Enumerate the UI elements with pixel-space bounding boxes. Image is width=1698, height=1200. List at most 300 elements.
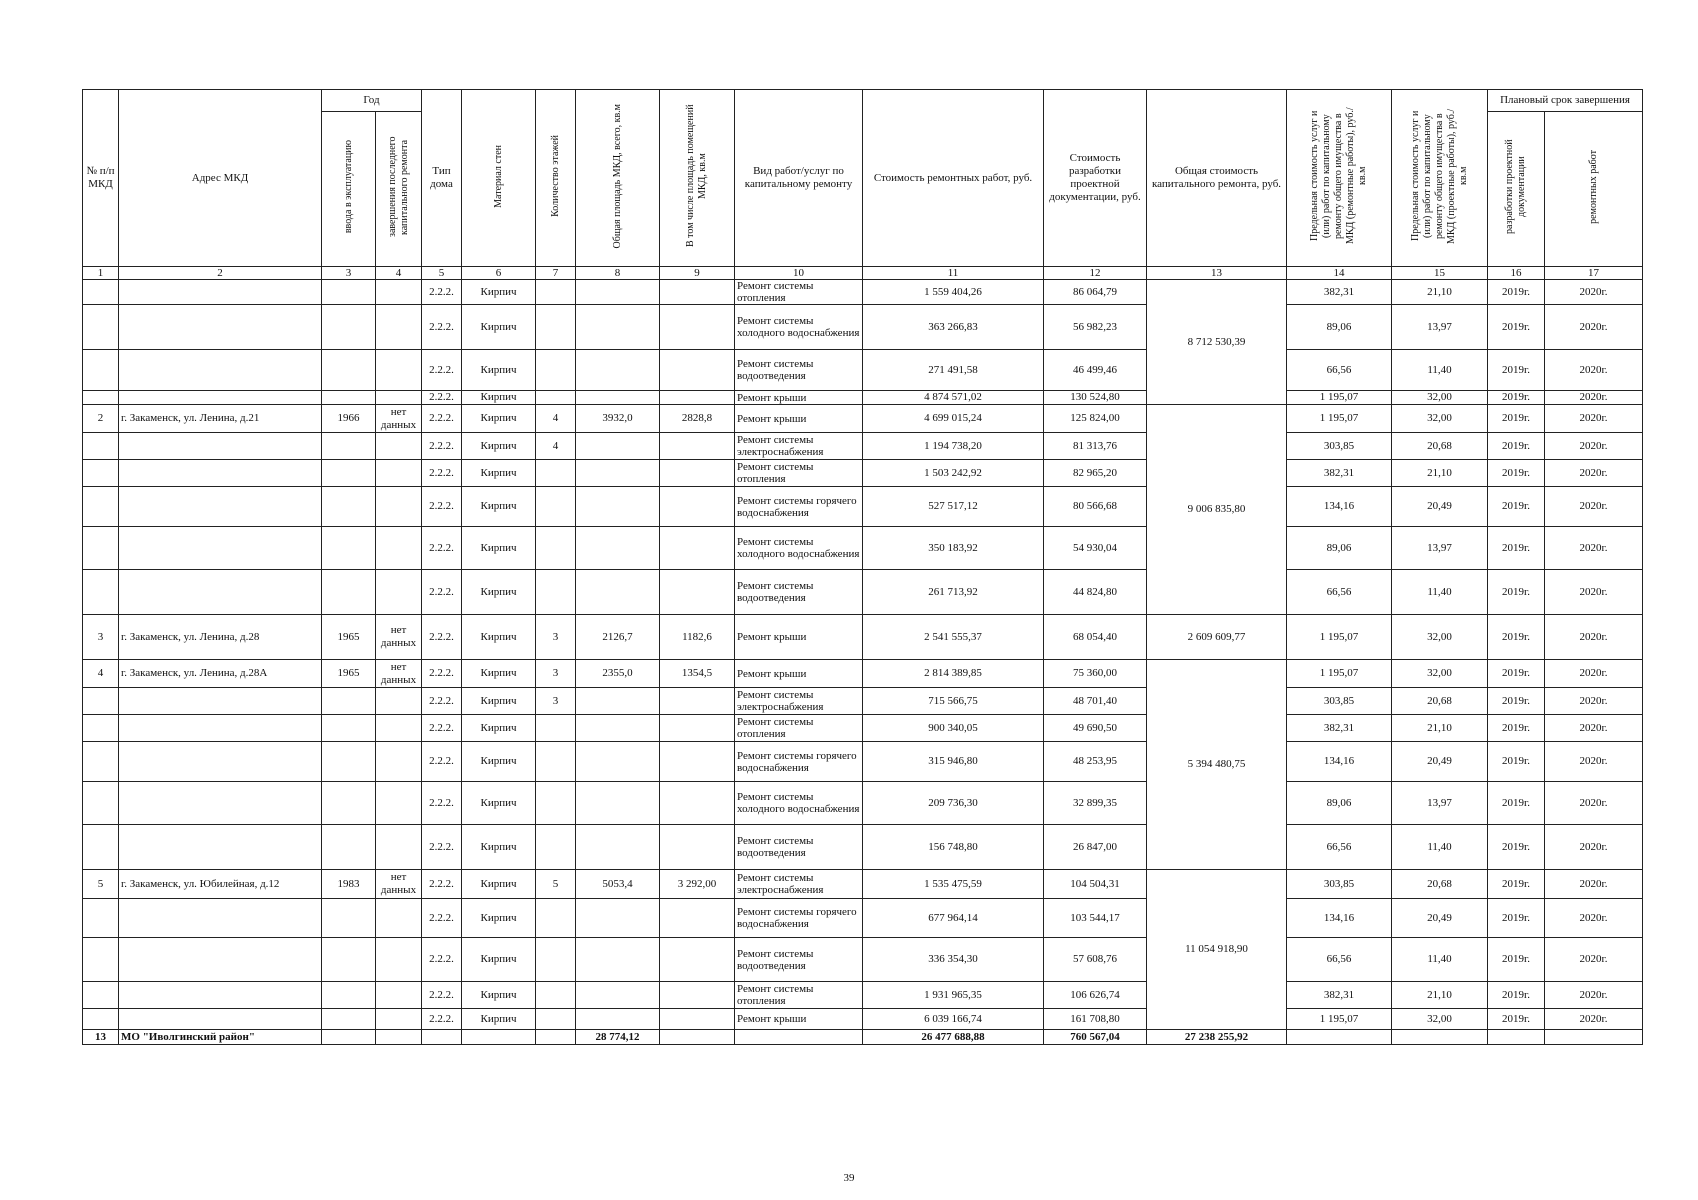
row-number: 2 [83,405,119,433]
house-type-cell: 2.2.2. [422,938,462,982]
year-commission-label: ввода в эксплуатацию [342,140,354,234]
limit-repair-cell: 1 195,07 [1287,660,1392,688]
limit-design-cell: 20,68 [1392,688,1488,715]
work-type-cell: Ремонт системы отопления [735,982,863,1009]
total-area-cell [576,527,660,570]
wall-material-cell: Кирпич [462,405,536,433]
premises-area-cell [660,391,735,405]
year-commission-cell [322,280,376,305]
limit-design-cell: 11,40 [1392,570,1488,615]
floors-cell [536,938,576,982]
total-cost-cell: 11 054 918,90 [1147,870,1287,1030]
table-row [83,742,1643,782]
floors-label: Количество этажей [549,135,561,217]
wall-material-cell: Кирпич [462,1009,536,1030]
table-row [83,527,1643,570]
premises-area-cell [660,570,735,615]
year-commission-cell [322,527,376,570]
design-cost-cell: 104 504,31 [1044,870,1147,899]
year-commission-cell: 1965 [322,660,376,688]
wall-material-cell: Кирпич [462,870,536,899]
work-type-cell: Ремонт крыши [735,405,863,433]
deadline-design-cell: 2019г. [1488,527,1545,570]
house-type-cell: 2.2.2. [422,487,462,527]
deadline-design-cell: 2019г. [1488,688,1545,715]
repair-cost-cell: 271 491,58 [863,350,1044,391]
premises-area-cell [660,280,735,305]
year-last-repair-cell [376,782,422,825]
deadline-repair-cell: 2020г. [1545,688,1643,715]
design-cost-cell: 26 847,00 [1044,825,1147,870]
wall-material-cell: Кирпич [462,938,536,982]
deadline-repair-cell: 2020г. [1545,280,1643,305]
limit-repair-cell: 303,85 [1287,688,1392,715]
limit-repair-cell: 1 195,07 [1287,1009,1392,1030]
house-type-cell: 2.2.2. [422,570,462,615]
premises-area-cell [660,688,735,715]
year-commission-cell [322,825,376,870]
work-type-cell: Ремонт системы водоотведения [735,570,863,615]
row-number [83,825,119,870]
summary-empty-cell [1545,1030,1643,1045]
row-number [83,460,119,487]
year-last-repair-label: завершения последнего капитального ремонта [386,136,410,238]
column-number-cell: 7 [536,267,576,280]
column-number-cell: 16 [1488,267,1545,280]
table-row [83,688,1643,715]
col-wall-header [462,90,536,267]
deadline-repair-cell: 2020г. [1545,433,1643,460]
work-type-cell: Ремонт системы горячего водоснабжения [735,487,863,527]
address-cell [119,782,322,825]
row-number [83,433,119,460]
premises-area-cell [660,899,735,938]
repair-cost-cell: 6 039 166,74 [863,1009,1044,1030]
address-cell [119,527,322,570]
work-type-cell: Ремонт крыши [735,391,863,405]
col-year-commission-header [322,112,376,267]
limit-repair-cell: 66,56 [1287,350,1392,391]
column-number-cell: 2 [119,267,322,280]
row-number [83,938,119,982]
col-limit-design-header [1392,90,1488,267]
total-area-cell [576,938,660,982]
design-cost-cell: 48 253,95 [1044,742,1147,782]
col-year-group-header: Год [322,90,422,112]
limit-design-cell: 11,40 [1392,825,1488,870]
col-work-type-header: Вид работ/услуг по капитальному ремонту [735,90,863,267]
premises-area-cell [660,433,735,460]
premises-area-cell [660,825,735,870]
repair-cost-cell: 156 748,80 [863,825,1044,870]
column-number-cell: 13 [1147,267,1287,280]
deadline-design-cell: 2019г. [1488,305,1545,350]
address-cell [119,433,322,460]
premises-area-label: В том числе площадь помещений МКД, кв.м [685,104,708,248]
floors-cell: 4 [536,405,576,433]
limit-design-cell: 11,40 [1392,350,1488,391]
row-number: 4 [83,660,119,688]
floors-cell [536,899,576,938]
deadline-design-cell: 2019г. [1488,487,1545,527]
floors-cell [536,1009,576,1030]
limit-repair-cell: 303,85 [1287,433,1392,460]
year-commission-cell: 1965 [322,615,376,660]
row-number: 3 [83,615,119,660]
deadline-design-cell: 2019г. [1488,825,1545,870]
wall-material-cell: Кирпич [462,527,536,570]
summary-design-cost-cell: 760 567,04 [1044,1030,1147,1045]
year-commission-cell: 1983 [322,870,376,899]
house-type-cell: 2.2.2. [422,391,462,405]
house-type-cell: 2.2.2. [422,982,462,1009]
address-cell [119,899,322,938]
repair-cost-cell: 315 946,80 [863,742,1044,782]
year-last-repair-cell [376,350,422,391]
column-number-cell: 12 [1044,267,1147,280]
table-row [83,715,1643,742]
total-area-cell: 3932,0 [576,405,660,433]
work-type-cell: Ремонт системы электроснабжения [735,870,863,899]
floors-cell [536,487,576,527]
limit-repair-cell: 382,31 [1287,280,1392,305]
premises-area-cell: 1182,6 [660,615,735,660]
year-commission-cell [322,487,376,527]
limit-design-cell: 32,00 [1392,391,1488,405]
work-type-cell: Ремонт системы водоотведения [735,825,863,870]
floors-cell: 3 [536,688,576,715]
address-cell [119,688,322,715]
year-commission-cell: 1966 [322,405,376,433]
repair-cost-cell: 1 931 965,35 [863,982,1044,1009]
deadline-design-cell: 2019г. [1488,615,1545,660]
design-cost-cell: 49 690,50 [1044,715,1147,742]
table-row [83,280,1643,305]
deadline-repair-cell: 2020г. [1545,782,1643,825]
wall-material-cell: Кирпич [462,742,536,782]
limit-repair-label: Предельная стоимость услуг и (или) работ по капитальному ремонту общего имущества в МКД (ремонтные работы), руб./кв.м [1309,107,1368,245]
limit-design-cell: 13,97 [1392,527,1488,570]
column-number-cell: 14 [1287,267,1392,280]
row-number [83,742,119,782]
repair-cost-cell: 1 559 404,26 [863,280,1044,305]
design-cost-cell: 86 064,79 [1044,280,1147,305]
deadline-design-label: разработки проектной документации [1504,139,1527,235]
deadline-repair-cell: 2020г. [1545,615,1643,660]
design-cost-cell: 125 824,00 [1044,405,1147,433]
year-last-repair-cell [376,280,422,305]
design-cost-cell: 32 899,35 [1044,782,1147,825]
floors-cell [536,570,576,615]
year-last-repair-cell: нет данных [376,870,422,899]
year-commission-cell [322,460,376,487]
floors-cell: 4 [536,433,576,460]
table-row [83,982,1643,1009]
deadline-repair-cell: 2020г. [1545,391,1643,405]
wall-material-cell: Кирпич [462,982,536,1009]
design-cost-cell: 106 626,74 [1044,982,1147,1009]
address-cell [119,982,322,1009]
table-row [83,870,1643,899]
wall-material-cell: Кирпич [462,782,536,825]
house-type-cell: 2.2.2. [422,825,462,870]
year-commission-cell [322,715,376,742]
address-cell: г. Закаменск, ул. Ленина, д.28 [119,615,322,660]
row-number [83,715,119,742]
design-cost-cell: 161 708,80 [1044,1009,1147,1030]
deadline-repair-cell: 2020г. [1545,305,1643,350]
year-commission-cell [322,742,376,782]
address-cell [119,487,322,527]
year-last-repair-cell: нет данных [376,405,422,433]
limit-design-cell: 20,49 [1392,487,1488,527]
repair-cost-cell: 2 814 389,85 [863,660,1044,688]
design-cost-cell: 48 701,40 [1044,688,1147,715]
year-last-repair-cell [376,487,422,527]
row-number [83,350,119,391]
table-row [83,460,1643,487]
table-row [83,405,1643,433]
summary-repair-cost-cell: 26 477 688,88 [863,1030,1044,1045]
wall-material-cell: Кирпич [462,688,536,715]
repair-cost-cell: 900 340,05 [863,715,1044,742]
floors-cell [536,527,576,570]
total-area-cell [576,433,660,460]
deadline-design-cell: 2019г. [1488,938,1545,982]
work-type-cell: Ремонт системы электроснабжения [735,688,863,715]
premises-area-cell [660,715,735,742]
work-type-cell: Ремонт системы холодного водоснабжения [735,782,863,825]
deadline-design-cell: 2019г. [1488,280,1545,305]
table-row [83,825,1643,870]
year-commission-cell [322,433,376,460]
year-last-repair-cell [376,460,422,487]
col-year-last-repair-header [376,112,422,267]
limit-design-cell: 32,00 [1392,1009,1488,1030]
col-premises-area-header [660,90,735,267]
column-number-cell: 10 [735,267,863,280]
year-last-repair-cell [376,742,422,782]
year-last-repair-cell [376,433,422,460]
year-commission-cell [322,982,376,1009]
summary-area-cell: 28 774,12 [576,1030,660,1045]
premises-area-cell [660,742,735,782]
column-number-cell: 5 [422,267,462,280]
design-cost-cell: 75 360,00 [1044,660,1147,688]
address-cell [119,742,322,782]
design-cost-cell: 44 824,80 [1044,570,1147,615]
total-area-cell [576,460,660,487]
floors-cell: 3 [536,660,576,688]
deadline-repair-cell: 2020г. [1545,870,1643,899]
deadline-repair-cell: 2020г. [1545,982,1643,1009]
total-area-cell [576,825,660,870]
summary-name-cell: МО "Иволгинский район" [119,1030,322,1045]
row-number [83,527,119,570]
col-house-type-header [422,90,462,267]
limit-design-cell: 13,97 [1392,305,1488,350]
col-deadline-design-header [1488,112,1545,267]
deadline-repair-cell: 2020г. [1545,1009,1643,1030]
limit-design-cell: 21,10 [1392,982,1488,1009]
table-row [83,350,1643,391]
summary-empty-cell [660,1030,735,1045]
limit-design-label: Предельная стоимость услуг и (или) работ по капитальному ремонту общего имущества в МКД (проектные работы), руб./кв.м [1409,108,1469,244]
year-commission-cell [322,570,376,615]
limit-repair-cell: 89,06 [1287,527,1392,570]
col-total-cost-header: Общая стоимость капитального ремонта, руб. [1147,90,1287,267]
row-number [83,782,119,825]
column-number-cell: 4 [376,267,422,280]
repair-cost-cell: 527 517,12 [863,487,1044,527]
deadline-repair-cell: 2020г. [1545,405,1643,433]
summary-empty-cell [322,1030,376,1045]
design-cost-cell: 82 965,20 [1044,460,1147,487]
summary-row [83,1030,1643,1045]
house-type-cell: 2.2.2. [422,688,462,715]
total-area-cell [576,782,660,825]
house-type-cell: 2.2.2. [422,280,462,305]
year-last-repair-cell: нет данных [376,660,422,688]
page-number: 39 [843,1172,855,1184]
summary-total-cost-cell: 27 238 255,92 [1147,1030,1287,1045]
deadline-repair-cell: 2020г. [1545,350,1643,391]
column-number-cell: 6 [462,267,536,280]
total-area-cell [576,280,660,305]
repair-cost-cell: 2 541 555,37 [863,615,1044,660]
year-commission-cell [322,350,376,391]
year-last-repair-cell [376,899,422,938]
design-cost-cell: 54 930,04 [1044,527,1147,570]
deadline-design-cell: 2019г. [1488,982,1545,1009]
column-number-cell: 8 [576,267,660,280]
total-area-cell [576,305,660,350]
table-row [83,570,1643,615]
year-last-repair-cell [376,688,422,715]
deadline-design-cell: 2019г. [1488,433,1545,460]
year-last-repair-cell [376,715,422,742]
total-area-cell: 2355,0 [576,660,660,688]
total-area-cell: 5053,4 [576,870,660,899]
wall-material-cell: Кирпич [462,899,536,938]
row-number: 5 [83,870,119,899]
total-area-cell [576,391,660,405]
work-type-cell: Ремонт системы холодного водоснабжения [735,527,863,570]
limit-repair-cell: 382,31 [1287,460,1392,487]
deadline-design-cell: 2019г. [1488,350,1545,391]
deadline-design-cell: 2019г. [1488,899,1545,938]
premises-area-cell: 2828,8 [660,405,735,433]
address-cell [119,570,322,615]
year-last-repair-cell [376,391,422,405]
deadline-repair-cell: 2020г. [1545,938,1643,982]
work-type-cell: Ремонт системы отопления [735,460,863,487]
deadline-design-cell: 2019г. [1488,742,1545,782]
work-type-cell: Ремонт системы электроснабжения [735,433,863,460]
col-address-header: Адрес МКД [119,90,322,267]
floors-cell [536,982,576,1009]
premises-area-cell [660,487,735,527]
floors-cell [536,742,576,782]
floors-cell: 3 [536,615,576,660]
limit-repair-cell: 1 195,07 [1287,391,1392,405]
wall-material-cell: Кирпич [462,350,536,391]
year-commission-cell [322,938,376,982]
total-area-label: Общая площадь МКД, всего, кв.м [611,103,623,249]
work-type-cell: Ремонт крыши [735,1009,863,1030]
premises-area-cell [660,938,735,982]
deadline-design-cell: 2019г. [1488,405,1545,433]
deadline-repair-cell: 2020г. [1545,899,1643,938]
limit-design-cell: 32,00 [1392,405,1488,433]
wall-material-cell: Кирпич [462,391,536,405]
limit-repair-cell: 89,06 [1287,305,1392,350]
limit-repair-cell: 134,16 [1287,742,1392,782]
work-type-cell: Ремонт системы водоотведения [735,350,863,391]
wall-material-cell: Кирпич [462,460,536,487]
total-area-cell [576,899,660,938]
row-number [83,305,119,350]
total-area-cell [576,688,660,715]
year-commission-cell [322,782,376,825]
design-cost-cell: 80 566,68 [1044,487,1147,527]
floors-cell [536,280,576,305]
repair-cost-cell: 1 503 242,92 [863,460,1044,487]
floors-cell [536,782,576,825]
capital-repair-table [82,89,1643,1045]
deadline-design-cell: 2019г. [1488,391,1545,405]
house-type-cell: 2.2.2. [422,742,462,782]
year-last-repair-cell [376,982,422,1009]
wall-material-cell: Кирпич [462,660,536,688]
house-type-cell: 2.2.2. [422,899,462,938]
address-cell [119,715,322,742]
floors-cell [536,825,576,870]
total-cost-cell: 5 394 480,75 [1147,660,1287,870]
floors-cell [536,715,576,742]
limit-repair-cell: 1 195,07 [1287,405,1392,433]
row-number [83,280,119,305]
premises-area-cell [660,527,735,570]
address-cell [119,305,322,350]
year-last-repair-cell [376,825,422,870]
premises-area-cell [660,350,735,391]
work-type-cell: Ремонт системы горячего водоснабжения [735,742,863,782]
house-type-cell: 2.2.2. [422,715,462,742]
address-cell [119,350,322,391]
limit-repair-cell: 1 195,07 [1287,615,1392,660]
work-type-cell: Ремонт системы холодного водоснабжения [735,305,863,350]
row-number [83,391,119,405]
column-number-cell: 15 [1392,267,1488,280]
column-number-cell: 3 [322,267,376,280]
repair-cost-cell: 1 194 738,20 [863,433,1044,460]
design-cost-cell: 130 524,80 [1044,391,1147,405]
table-row [83,938,1643,982]
col-num-header: № п/п МКД [83,90,119,267]
address-cell [119,391,322,405]
repair-cost-cell: 336 354,30 [863,938,1044,982]
limit-design-cell: 11,40 [1392,938,1488,982]
year-last-repair-cell [376,305,422,350]
limit-repair-cell: 66,56 [1287,938,1392,982]
table-row [83,660,1643,688]
summary-empty-cell [1488,1030,1545,1045]
wall-material-cell: Кирпич [462,715,536,742]
summary-empty-cell [1392,1030,1488,1045]
premises-area-cell [660,982,735,1009]
design-cost-cell: 57 608,76 [1044,938,1147,982]
